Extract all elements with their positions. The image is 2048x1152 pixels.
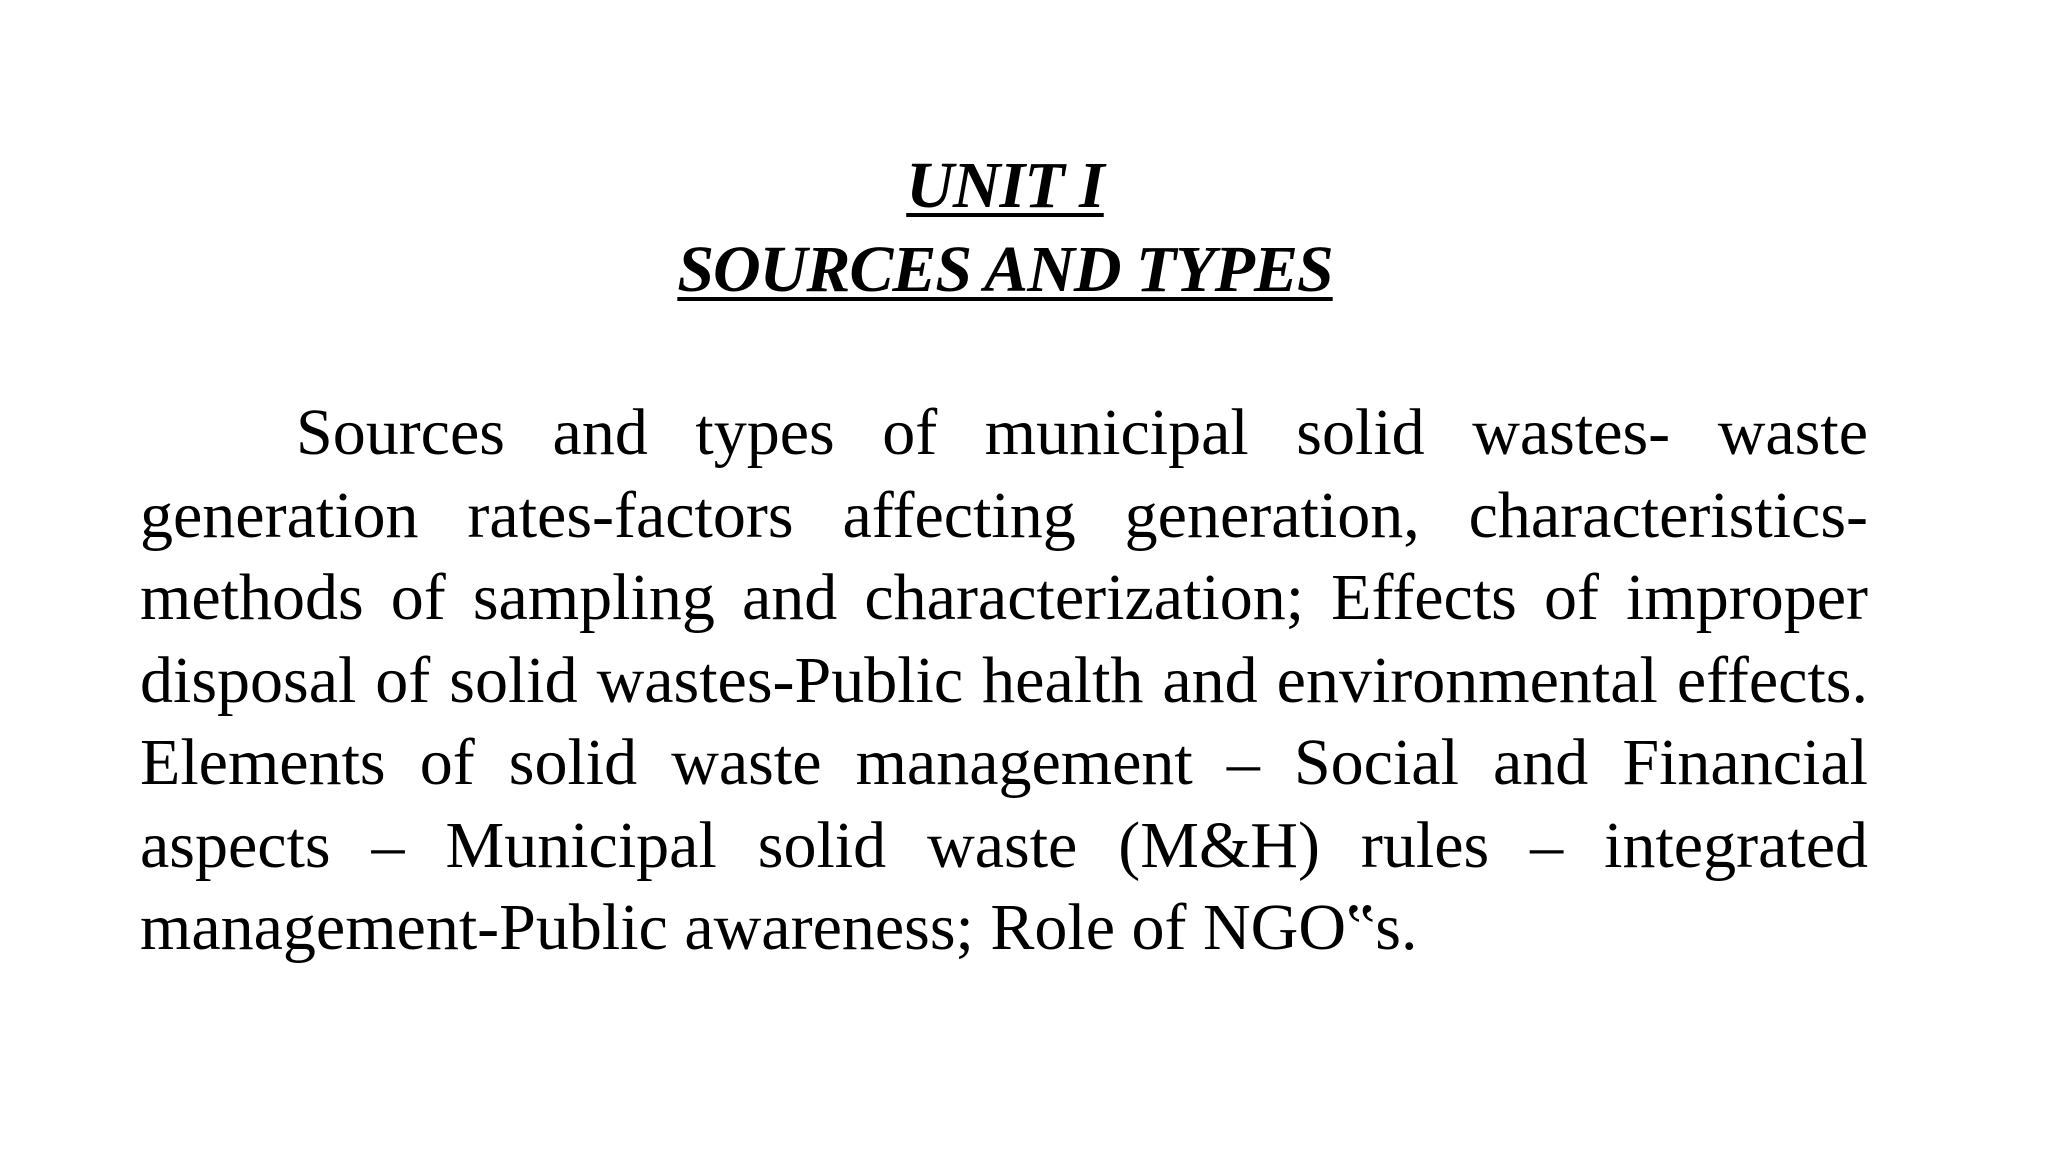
syllabus-paragraph: Sources and types of municipal solid wastes- waste generation rates-factors affecting generation, characteristics-methods of sampling and characterization; Effects of improper disposal of solid wastes-Public health and environmental effects. Elements of solid waste management – Social and Financial aspects – Municipal solid waste (M&H) rules – integrated management-Public awareness; Role of NGO‟s. [140, 396, 1868, 964]
unit-label: UNIT I [906, 149, 1104, 222]
unit-title: SOURCES AND TYPES [677, 233, 1333, 306]
